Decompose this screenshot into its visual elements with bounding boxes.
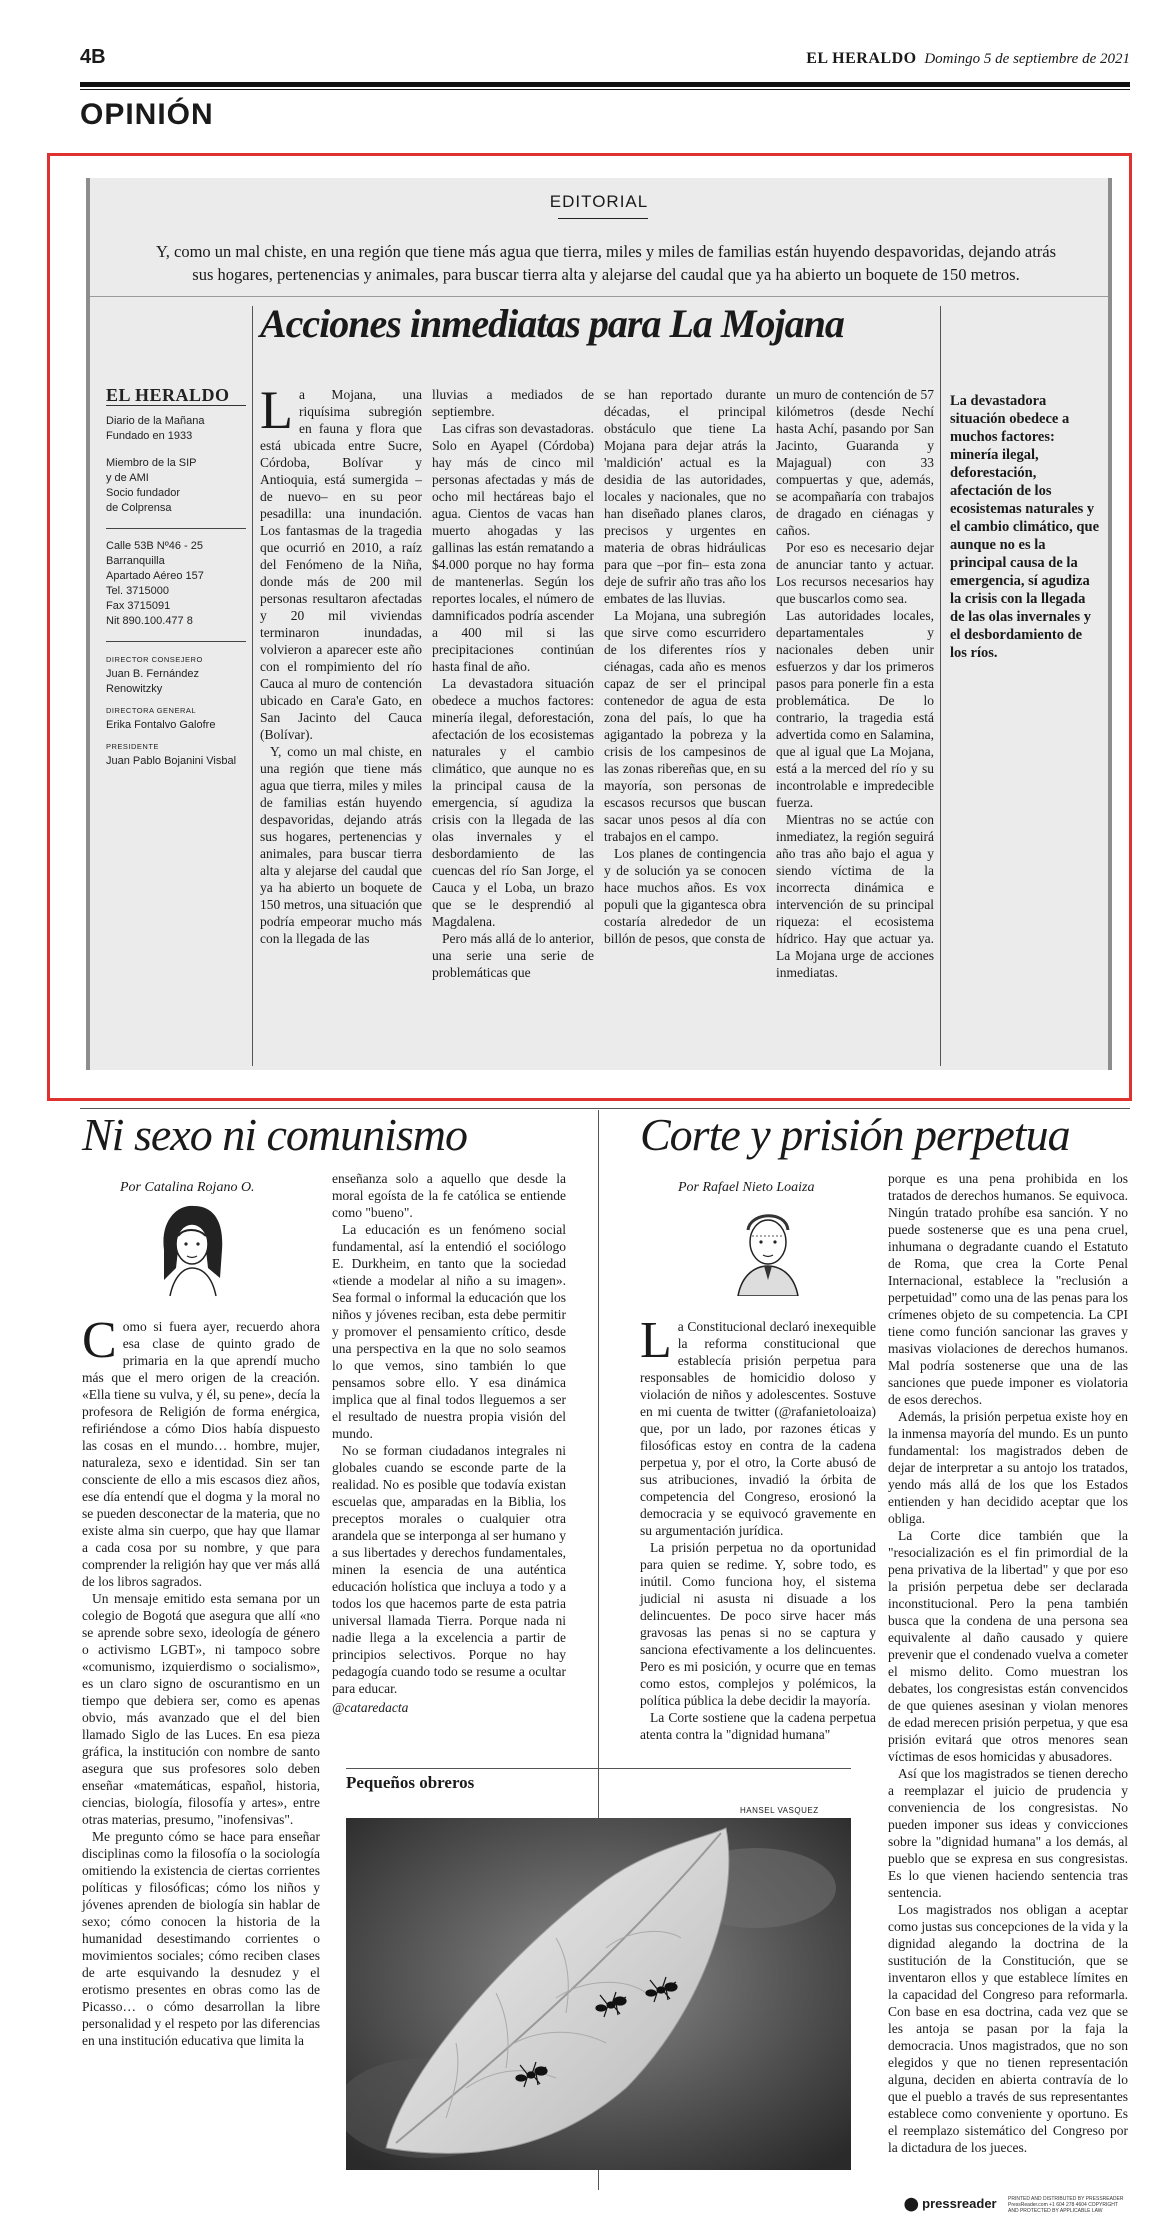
editorial-column-1 bbox=[260, 380, 422, 947]
cartoon-title: Pequeños obreros bbox=[346, 1773, 475, 1792]
column-body-right-1 bbox=[640, 1312, 876, 1743]
info-line: Fundado en 1933 bbox=[106, 430, 193, 442]
drop-cap: C bbox=[82, 1312, 117, 1369]
paragraph: Los planes de contingencia y de solución ya se conocen hace muchos años. Es vox populi que la gigantesca obra costaría alrededor de un billón de pesos, que consta de bbox=[604, 846, 766, 946]
editorial-box bbox=[86, 178, 1112, 1070]
print-notice: PRINTED AND DISTRIBUTED BY PRESSREADER PressReader.com +1 604 278 4604 COPYRIGHT AND PROTECTED BY APPLICABLE LAW bbox=[1008, 2196, 1124, 2214]
drop-cap: L bbox=[260, 380, 293, 440]
cartoon-photo bbox=[346, 1818, 851, 2170]
paragraph: se han reportado durante décadas, el principal obstáculo que tiene La Mojana para dejar atrás la 'maldición' actual es la desidia de las autoridades, locales y nacionales, que no han diseñado planes claros, precisos y urgentes en materia de obras hidráulicas para que –por fin– esta zona deje de sufrir año tras año los embates de las lluvias. bbox=[604, 387, 766, 606]
staff-role: DIRECTOR CONSEJERO bbox=[106, 655, 203, 664]
paragraph: Así que los magistrados se tienen derecho a reemplazar el juicio de prudencia y conveniencia de los congresistas. No pueden imponer sus ideas y convicciones sobre la "dignidad humana" a los demás, al pueblo que se expresa en sus congresistas. Es lo que vienen haciendo sentencia tras sentencia. bbox=[888, 1766, 1128, 1900]
editorial-divider bbox=[90, 296, 1108, 297]
publisher-brand: EL HERALDO bbox=[106, 388, 246, 406]
editorial-label-underline bbox=[558, 218, 648, 219]
staff-name: Juan Pablo Bojanini Visbal bbox=[106, 755, 237, 767]
paragraph: La Mojana, una subregión que sirve como escurridero de los diferentes ríos y ciénagas, cada año es menos capaz de ser el principal contenedor de agua de esta zona del país, lo que ha agigantado la pobreza y la crisis de los campesinos de las zonas ribereñas que, en su mayoría, son personas de escasos recursos que buscan sacar unos pesos al día con trabajos en el campo. bbox=[604, 608, 766, 844]
address-line: Tel. 3715000 bbox=[106, 585, 169, 597]
leaf-with-ants-illustration bbox=[346, 1818, 851, 2170]
paragraph: un muro de contención de 57 kilómetros (desde Nechí hasta Achí, pasando por San Jacinto, Guaranda y Majagual) con 33 compuertas y que, además, se acompañaría con trabajos de dragado en ciénagas y caños. bbox=[776, 387, 934, 538]
header-rule bbox=[80, 82, 1130, 87]
masthead bbox=[806, 50, 1130, 68]
column-body-left-2 bbox=[332, 1170, 566, 1716]
info-line: y de AMI bbox=[106, 472, 149, 484]
author-handle: @cataredacta bbox=[332, 1700, 409, 1715]
address-line: Nit 890.100.477 8 bbox=[106, 615, 193, 627]
paragraph: Además, la prisión perpetua existe hoy en la inmensa mayoría del mundo. Es un punto fundamental: los magistrados deben de dejar de interpretar a su antojo los tratados, yendo más allá de los que los Estados entienden y han decidido aceptar que los obliga. bbox=[888, 1409, 1128, 1526]
column-rule bbox=[252, 306, 253, 1066]
pressreader-wordmark: pressreader bbox=[922, 2196, 997, 2211]
info-line: Socio fundador bbox=[106, 487, 180, 499]
staff-name: Juan B. Fernández Renowitzky bbox=[106, 668, 199, 695]
paragraph: Los magistrados nos obligan a aceptar como justas sus concepciones de la vida y la dignidad alegando la doctrina de la sustitución de la Constitución, que se inventaron ellos y que establece límites en la capacidad del Congreso para reformarla. Con base en esa doctrina, cada vez que se les antoja se pasan por la faja la democracia. Unos magistrados, que no son elegidos y que no tienen representación alguna, deciden en abierta contravía de lo que el pueblo a través de sus representantes establece como conveniente y oportuno. Es el reemplazo sistemático del Congreso por la dictadura de los jueces. bbox=[888, 1902, 1128, 2155]
staff-role: PRESIDENTE bbox=[106, 742, 159, 751]
column-headline-left: Ni sexo ni comunismo bbox=[82, 1109, 468, 1160]
column-body-right-2 bbox=[888, 1170, 1128, 2156]
info-line: Miembro de la SIP bbox=[106, 457, 197, 469]
paragraph bbox=[82, 1312, 320, 1590]
info-divider bbox=[106, 641, 246, 642]
info-line: Diario de la Mañana bbox=[106, 415, 205, 427]
paragraph: Un mensaje emitido esta semana por un colegio de Bogotá que asegura que allí «no se aprende sobre sexo, ideología de género o activismo LGBT», ni tampoco sobre «comunismo, izquierdismo o socialismo», es un claro signo de oscurantismo en un tiempo que debiera ser, como es apenas obvio, más avanzado que el del bien llamado Siglo de las Luces. En esa pieza gráfica, la institución con nombre de santo asegura que sus profesores solo deben enseñar «matemáticas, español, historia, ciencias, biología, filosofía y artes», entre otras materias, presumo, "inofensivas". bbox=[82, 1591, 320, 1827]
paragraph: La devastadora situación obedece a muchos factores: minería ilegal, deforestación, afectación de los ecosistemas naturales y el cambio climático, que aunque no es la principal causa de la emergencia, sí agudiza la crisis con la llegada de las olas invernales y el desbordamiento de las cuencas del río San Jorge, el Cauca y el Loba, un brazo que se le desprendió al Magdalena. bbox=[432, 676, 594, 929]
issue-date: Domingo 5 de septiembre de 2021 bbox=[924, 51, 1130, 67]
byline-left: Por Catalina Rojano O. bbox=[120, 1180, 255, 1195]
photo-credit: HANSEL VASQUEZ bbox=[740, 1806, 819, 1815]
paragraph: Me pregunto cómo se hace para enseñar disciplinas como la filosofía o la sociología omitiendo la existencia de ciertas corrientes políticas y filosóficas; cómo los niños y jóvenes aprenden de biología sin hablar de sexo; cómo conocen la historia de la humanidad desestimando corrientes o movimientos sociales; cómo reciben clases de arte esquivando la desnudez y el erotismo presentes en obras como las de Picasso… o cómo desarrollan la libre personalidad y el respeto por las diferencias en una institución educativa que limita la bbox=[82, 1829, 320, 2048]
paragraph: La prisión perpetua no da oportunidad para quien se redime. Y, sobre todo, es inútil. Como funciona hoy, el sistema judicial ni asusta ni disuade a los delincuentes. De poco sirve hacer más gravosas las penas si no se captura y sanciona efectivamente a los delincuentes. Pero es mi posición, y ocurre que en temas como estos, complejos y polémicos, la política pública la debe decidir la mayoría. bbox=[640, 1540, 876, 1708]
page-number: 4B bbox=[80, 46, 106, 68]
paper-name: EL HERALDO bbox=[806, 50, 917, 67]
column-headline-right: Corte y prisión perpetua bbox=[640, 1109, 1070, 1160]
paragraph: enseñanza solo a aquello que desde la moral egoísta de la fe católica se entiende como "bueno". bbox=[332, 1171, 566, 1220]
paragraph: La Corte dice también que la "resocialización es el fin primordial de la pena privativa de la libertad" y que por eso la prisión perpetua debe ser declarada inconstitucional. Pero la pena también busca que la condena de una persona sea equivalente al daño causado y quiere prevenir que el condenado vuelva a cometer el mismo delito. Como muestran los debates, los congresistas están convencidos de que quienes asesinan y violan menores de edad merecen prisión perpetua, y que esa prisión evitará que otros menores sean víctimas de esos homicidas y abusadores. bbox=[888, 1528, 1128, 1764]
editorial-label: EDITORIAL bbox=[549, 192, 649, 211]
paragraph: No se forman ciudadanos integrales ni globales cuando se esconde parte de la realidad. No es posible que todavía existan escuelas que, amparadas en la Biblia, los preceptos morales o cualquier otra arandela que se interponga al ser humano y a sus libertades y derechos fundamentales, minen la esencia de una auténtica educación holística que incluya a todo y a todos los que hacemos parte de esta patria universal llamada Tierra. Porque nada ni nadie llega a la excelencia a partir de principios selectivos. Porque no hay pedagogía cuando todo se resume a ocultar para educar. bbox=[332, 1443, 566, 1696]
editorial-column-4 bbox=[776, 386, 934, 981]
paragraph: La Corte sostiene que la cadena perpetua atenta contra la "dignidad humana" bbox=[640, 1710, 876, 1742]
columnist-portrait-icon bbox=[150, 1200, 234, 1298]
byline-right: Por Rafael Nieto Loaiza bbox=[678, 1180, 815, 1195]
section-title: OPINIÓN bbox=[80, 98, 214, 131]
address-line: Calle 53B Nº46 - 25 bbox=[106, 540, 203, 552]
paragraph: porque es una pena prohibida en los tratados de derechos humanos. Se equivoca. Ningún tratado prohíbe esa sanción. Y no puede sostenerse que es una pena cruel, inhumana o degradante cuando el Estatuto de Roma, que crea la Corte Penal Internacional, establece la "reclusión a perpetuidad" como una de las penas para los crímenes objeto de su competencia. La CPI tiene como función sancionar las graves y masivas violaciones de derechos humanos. Mal podría sostenerse que una de las sanciones que puede imponer es violatoria de esos derechos. bbox=[888, 1171, 1128, 1407]
staff-name: Erika Fontalvo Galofre bbox=[106, 719, 216, 731]
paragraph: Y, como un mal chiste, en una región que tiene más agua que tierra, miles y miles de familias están huyendo despavoridas, dejando atrás sus hogares, pertenencias y animales, para buscar tierra alta y alejarse del caudal que ya ha abierto un boquete de 150 metros, una situación que podría empeorar mucho más con la llegada de las bbox=[260, 744, 422, 946]
page-header bbox=[80, 40, 1130, 88]
column-rule bbox=[940, 306, 941, 1066]
paragraph: La educación es un fenómeno social fundamental, así la entendió el sociólogo E. Durkheim, en tanto que la sociedad «tiende a modelar al niño a su imagen». Sea formal o informal la educación que los niños y jóvenes reciban, esta debe permitir y promover el pensamiento crítico, desde una perspectiva en la que no solo seamos lo que vemos, sino también lo que pensamos sobre ello. Y esa dinámica implica que al final todos lleguemos a ser el resultado de nuestra propia visión del mundo. bbox=[332, 1222, 566, 1441]
address-line: Barranquilla bbox=[106, 555, 165, 567]
address-line: Fax 3715091 bbox=[106, 600, 171, 612]
paragraph: Por eso es necesario dejar de anunciar tanto y actuar. Los recursos necesarios hay que buscarlos como sea. bbox=[776, 540, 934, 606]
paragraph: Mientras no se actúe con inmediatez, la región seguirá año tras año bajo el agua y siendo víctima de la incorrecta dinámica e intervención de su principal riqueza: el ecosistema hídrico. Hay que actuar ya. La Mojana urge de acciones inmediatas. bbox=[776, 812, 934, 980]
pull-quote: La devastadora situación obedece a muchos factores: minería ilegal, deforestación, afectación de los ecosistemas naturales y el cambio climático, que aunque no es la principal causa de la emergencia, sí agudiza la crisis con la llegada de las olas invernales y el desbordamiento de los ríos. bbox=[950, 393, 1100, 661]
cartoon-rule bbox=[346, 1768, 851, 1769]
editorial-column-3 bbox=[604, 386, 766, 947]
paragraph bbox=[640, 1312, 876, 1539]
info-divider bbox=[106, 528, 246, 529]
paragraph-text: omo si fuera ayer, recuerdo ahora esa clase de quinto grado de primaria en la que aprendí mucho más que el mero origen de la creación. «Ella tiene su vulva, y él, su pene», decía la profesora de Religión de forma enérgica, refiriéndose a cómo Dios había dispuesto las cosas en el mundo… hombre, mujer, naturaleza, sexo e identidad. Sin ser tan consciente de ello a mis escasos diez años, ese día entendí que el dogma y la moral no se pueden desconectar de la materia, que no existe alma sin cuerpo, que hay que llamar a cada cosa por su nombre, y que para comprender la religión hay que ver más allá de los libros sagrados. bbox=[82, 1319, 320, 1589]
paragraph: lluvias a mediados de septiembre. bbox=[432, 387, 594, 419]
publisher-info bbox=[106, 385, 246, 769]
editorial-headline: Acciones inmediatas para La Mojana bbox=[260, 301, 844, 346]
paragraph: Pero más allá de lo anterior, una serie una serie de problemáticas que bbox=[432, 931, 594, 980]
staff-role: DIRECTORA GENERAL bbox=[106, 706, 197, 715]
paragraph: Las autoridades locales, departamentales y nacionales deben unir esfuerzos y dar los primeros pasos para ponerle fin a esta problemática. De lo contrario, la tragedia está advertida como en Salamina, que al igual que La Mojana, está a la merced del río y su incontrolable e impredecible fuerza. bbox=[776, 608, 934, 810]
address-line: Apartado Aéreo 157 bbox=[106, 570, 204, 582]
pressreader-logo: ⬤ pressreader bbox=[904, 2196, 997, 2211]
editorial-lead: Y, como un mal chiste, en una región que tiene más agua que tierra, miles y miles de familias están huyendo despavoridas, dejando atrás sus hogares, pertenencias y animales, para buscar tierra alta y alejarse del caudal que ya ha abierto un boquete de 150 metros. bbox=[155, 242, 1057, 284]
editorial-column-2 bbox=[432, 386, 594, 981]
paragraph-text: a Constitucional declaró inexequible la reforma constitucional que establecía prisión perpetua para responsables de homicidio doloso y violación de niños y adolescentes. Sostuve en mi cuenta de twitter (@rafanietoloaiza) que, por un lado, por razones éticas y filosóficas estoy en contra de la cadena perpetua y, por el otro, la Corte abusó de sus atribuciones, invadió la órbita de competencia del Congreso, erosionó la democracia y se equivocó gravemente en su argumentación jurídica. bbox=[640, 1319, 876, 1538]
paragraph: Las cifras son devastadoras. Solo en Ayapel (Córdoba) hay más de cinco mil personas afectadas y más de ocho mil hectáreas bajo el agua. Cientos de vacas han muerto ahogadas y las gallinas las están rematando a $4.000 porque no hay forma de mantenerlas. Según los reportes locales, el número de damnificados podría ascender a 400 mil si las precipitaciones continúan hasta final de año. bbox=[432, 421, 594, 674]
paragraph bbox=[260, 380, 422, 743]
paragraph-text: a Mojana, una riquísima subregión en fauna y flora que está ubicada entre Sucre, Córdoba, Bolívar y Antioquia, está sumergida –de nuevo– en su peor pesadilla: una inundación. Los fantasmas de la tragedia que ocurrió en 2010, a raíz del Fenómeno de la Niña, donde más de 200 mil personas resultaron afectadas y 20 mil viviendas terminaron inundadas, volvieron a aparecer este año con el rompimiento del río Cauca al muro de contención ubicado en Cara'e Gato, en San Jacinto del Cauca (Bolívar). bbox=[260, 387, 422, 742]
info-line: de Colprensa bbox=[106, 502, 172, 514]
drop-cap: L bbox=[640, 1312, 672, 1369]
column-body-left-1 bbox=[82, 1312, 320, 2049]
header-rule-thin bbox=[80, 89, 1130, 90]
columnist-portrait-icon bbox=[726, 1200, 810, 1296]
